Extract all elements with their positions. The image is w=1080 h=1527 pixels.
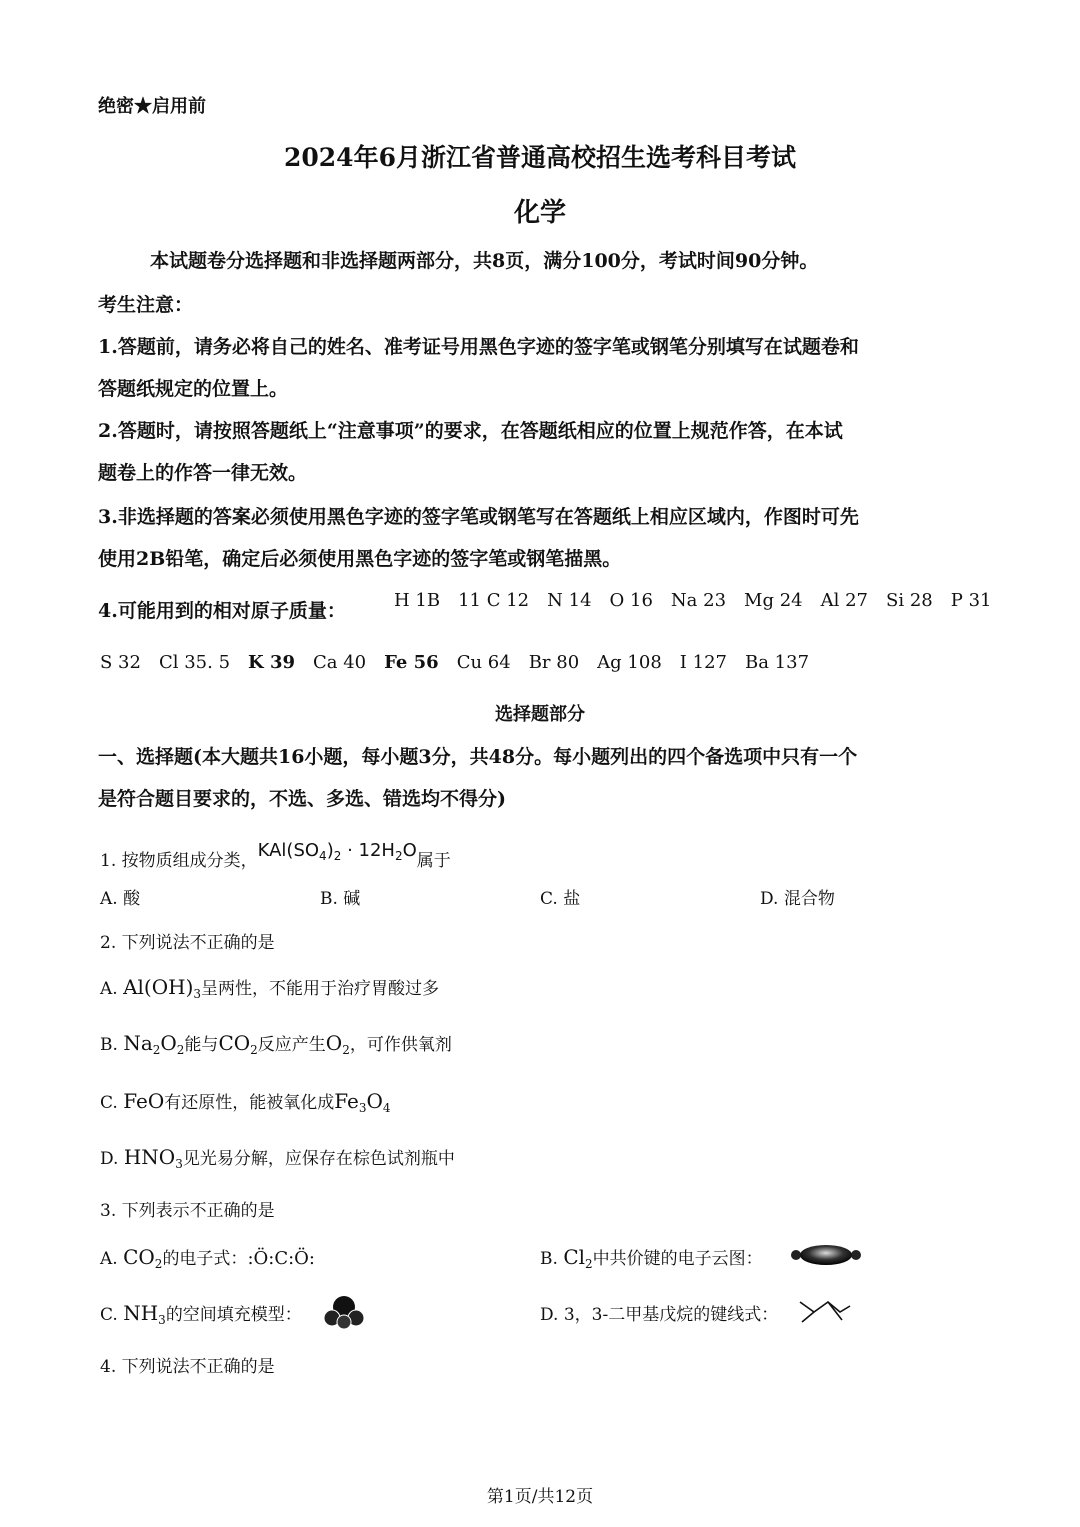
mass-s: S 32 bbox=[100, 652, 141, 673]
q2c-f2: $Fe_3O_4$ bbox=[334, 1089, 391, 1115]
notice-item-3: 3.非选择题的答案必须使用黑色字迹的签字笔或钢笔写在答题纸上相应区域内，作图时可先 bbox=[98, 506, 859, 528]
mass-br: Br 80 bbox=[528, 652, 580, 673]
nh3-space-filling-model-icon bbox=[322, 1294, 366, 1330]
q1-suffix: 属于 bbox=[416, 851, 451, 871]
intro-text: 本试题卷分选择题和非选择题两部分，共8页，满分100分，考试时间90分钟。 bbox=[150, 250, 819, 272]
question-1 bbox=[100, 840, 451, 873]
mass-ca: Ca 40 bbox=[313, 652, 367, 673]
mass-ba: Ba 137 bbox=[744, 652, 810, 673]
cl2-electron-cloud-icon bbox=[790, 1240, 862, 1270]
question-2: 2. 下列说法不正确的是 bbox=[100, 933, 275, 953]
q2b-f3: $O_2$ bbox=[325, 1031, 350, 1057]
mass-cu: Cu 64 bbox=[456, 652, 511, 673]
question-4: 4. 下列说法不正确的是 bbox=[100, 1357, 275, 1377]
co2-electron-formula: :Ö:C:Ö: bbox=[247, 1248, 315, 1269]
notice-item-2-cont: 题卷上的作答一律无效。 bbox=[98, 462, 308, 484]
q2b-f1: $Na_2O_2$ bbox=[123, 1031, 185, 1057]
part-instruction: 一、选择题(本大题共16小题，每小题3分，共48分。每小题列出的四个备选项中只有一个 bbox=[98, 746, 858, 768]
mass-al: Al 27 bbox=[820, 590, 869, 611]
q2b-f2: $CO_2$ bbox=[218, 1031, 258, 1057]
q1-option-b[interactable]: B. 碱 bbox=[320, 889, 361, 909]
mass-o: O 16 bbox=[609, 590, 653, 611]
mass-si: Si 28 bbox=[886, 590, 933, 611]
section-title: 选择题部分 bbox=[495, 704, 585, 725]
q1-formula: $KAl(SO_4)_2 \cdot 12H_2O$ bbox=[257, 840, 417, 863]
page-number: 第1页/共12页 bbox=[486, 1487, 594, 1507]
q2-option-b[interactable]: B. $Na_2O_2$能与$CO_2$反应产生$O_2$，可作供氧剂 bbox=[100, 1031, 452, 1057]
q1-option-c[interactable]: C. 盐 bbox=[540, 889, 581, 909]
subject-title: 化学 bbox=[513, 198, 566, 228]
q2d-f1: $HNO_3$ bbox=[123, 1145, 183, 1171]
notice-item-2: 2.答题时，请按照答题纸上“注意事项”的要求，在答题纸相应的位置上规范作答，在本试 bbox=[98, 420, 843, 442]
q2-option-d[interactable]: D. $HNO_3$见光易分解，应保存在棕色试剂瓶中 bbox=[100, 1145, 455, 1171]
atomic-mass-row-2 bbox=[100, 652, 809, 673]
notice-item-1: 1.答题前，请务必将自己的姓名、准考证号用黑色字迹的签字笔或钢笔分别填写在试题卷和 bbox=[98, 336, 859, 358]
q2c-f1: FeO bbox=[123, 1089, 165, 1113]
mass-na: Na 23 bbox=[670, 590, 727, 611]
mass-ag: Ag 108 bbox=[597, 652, 662, 673]
mass-fe: Fe 56 bbox=[384, 652, 439, 673]
mass-k: K 39 bbox=[248, 652, 295, 673]
q3-option-c[interactable]: C. $NH_3$的空间填充模型： bbox=[100, 1301, 302, 1327]
q2a-formula: $Al(OH)_3$ bbox=[123, 975, 202, 1001]
q1-prefix: 1. 按物质组成分类， bbox=[100, 851, 258, 871]
atomic-mass-row-1 bbox=[394, 590, 991, 611]
q3-option-a[interactable]: A. $CO_2$的电子式：:Ö:C:Ö: bbox=[100, 1245, 315, 1271]
q1-option-a[interactable]: A. 酸 bbox=[100, 889, 141, 909]
q3c-formula: $NH_3$ bbox=[123, 1301, 166, 1327]
notice-item-3-cont: 使用2B铅笔，确定后必须使用黑色字迹的签字笔或钢笔描黑。 bbox=[98, 548, 622, 570]
exam-title: 2024年6月浙江省普通高校招生选考科目考试 bbox=[284, 143, 796, 172]
notice-item-1-cont: 答题纸规定的位置上。 bbox=[98, 378, 289, 400]
mass-cl: Cl 35. 5 bbox=[158, 652, 231, 673]
q3-option-d[interactable]: D. 3，3-二甲基戊烷的键线式： bbox=[540, 1305, 779, 1325]
q2-option-c[interactable]: C. FeO有还原性，能被氧化成$Fe_3O_4$ bbox=[100, 1089, 391, 1115]
q3a-formula: $CO_2$ bbox=[123, 1245, 163, 1271]
q2-option-a[interactable]: A. $Al(OH)_3$呈两性，不能用于治疗胃酸过多 bbox=[100, 975, 440, 1001]
mass-h: H 1B bbox=[394, 590, 441, 611]
mass-p: P 31 bbox=[950, 590, 992, 611]
q3b-formula: $Cl_2$ bbox=[563, 1245, 593, 1271]
notice-heading: 考生注意： bbox=[98, 294, 194, 316]
q3-option-b[interactable]: B. $Cl_2$中共价键的电子云图： bbox=[540, 1245, 763, 1271]
mass-mg: Mg 24 bbox=[744, 590, 803, 611]
part-instruction-cont: 是符合题目要求的，不选、多选、错选均不得分) bbox=[98, 788, 506, 810]
q1-option-d[interactable]: D. 混合物 bbox=[760, 889, 835, 909]
mass-c: 11 C 12 bbox=[458, 590, 530, 611]
secret-label: 绝密★启用前 bbox=[98, 96, 206, 117]
question-3: 3. 下列表示不正确的是 bbox=[100, 1201, 275, 1221]
mass-i: I 127 bbox=[679, 652, 727, 673]
notice-item-4: 4.可能用到的相对原子质量： bbox=[98, 600, 346, 622]
skeletal-formula-icon bbox=[798, 1298, 852, 1324]
mass-n: N 14 bbox=[547, 590, 592, 611]
